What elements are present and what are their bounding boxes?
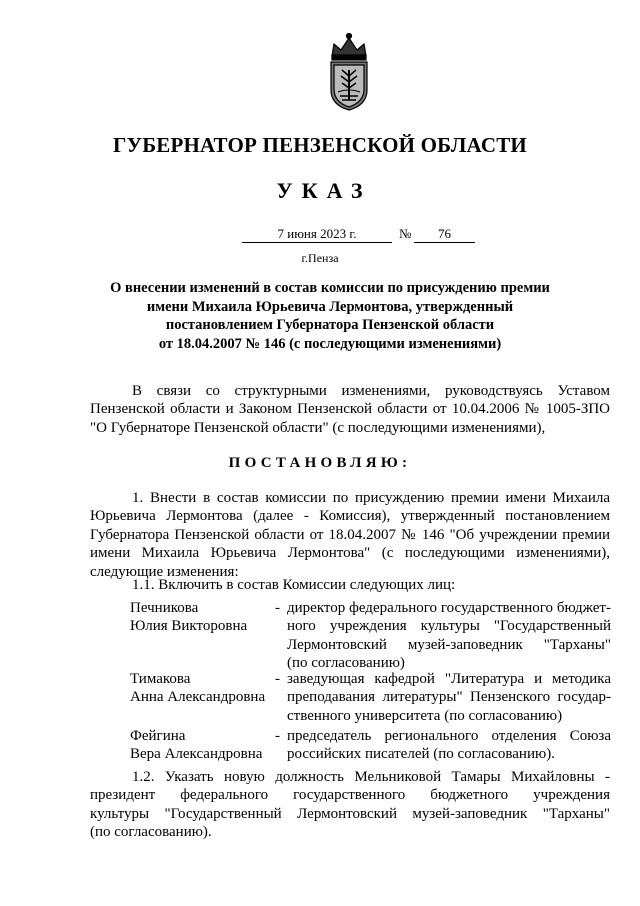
- item-1: [90, 489, 610, 581]
- person-name: [130, 727, 280, 764]
- date-number-line: [0, 226, 640, 244]
- role-line: преподавания литературы" Пензенского государ-: [287, 689, 611, 706]
- person-role: [287, 670, 611, 725]
- person-surname: Фейгина: [130, 728, 186, 744]
- item-1-line: Губернатора Пензенской области от 18.04.2007 № 146 "Об учреждении премии: [90, 526, 610, 543]
- item-1-line: следующие изменения:: [90, 563, 239, 580]
- person-surname: Печникова: [130, 600, 199, 616]
- coat-of-arms-icon: [322, 30, 376, 112]
- item-1-1: 1.1. Включить в состав Комиссии следующих лиц:: [132, 577, 456, 593]
- person-given-name: Юлия Викторовна: [130, 618, 248, 635]
- dash: -: [275, 671, 280, 687]
- item-1-line: 1. Внести в состав комиссии по присуждению премии имени Михаила: [132, 490, 610, 506]
- subject-line: О внесении изменений в состав комиссии по присуждению премии: [110, 280, 550, 296]
- role-line: ственного университета (по согласованию): [287, 707, 563, 724]
- decree-subject: [80, 279, 580, 353]
- role-line: Лермонтовский музей-заповедник "Тарханы": [287, 636, 611, 653]
- person-name: [130, 670, 280, 707]
- decree-word: ПОСТАНОВЛЯЮ:: [228, 455, 412, 471]
- role-line: российских писателей (по согласованию).: [287, 746, 555, 763]
- preamble-line: "О Губернаторе Пензенской области" (с последующими изменениями),: [90, 419, 546, 436]
- item-1-2-line: культуры "Государственный Лермонтовский музей-заповедник "Тарханы": [90, 805, 610, 822]
- item-1-line: имени Михаила Юрьевича Лермонтова" (с последующими изменениями),: [90, 545, 610, 562]
- subject-line: постановлением Губернатора Пензенской области: [165, 317, 495, 333]
- item-1-2-line: президент федерального государственного бюджетного учреждения: [90, 787, 610, 804]
- person-name: [130, 599, 280, 636]
- item-1-2-line: 1.2. Указать новую должность Мельниковой Тамары Михайловны -: [132, 769, 610, 785]
- city: г.Пенза: [301, 251, 339, 265]
- preamble-line: В связи со структурными изменениями, руководствуясь Уставом: [132, 383, 610, 399]
- role-line: председатель регионального отделения Союза: [287, 728, 611, 744]
- number-sign: №: [399, 226, 412, 241]
- issuer-title: ГУБЕРНАТОР ПЕНЗЕНСКОЙ ОБЛАСТИ: [113, 133, 527, 157]
- person-role: [287, 727, 611, 764]
- dash: -: [275, 600, 280, 616]
- role-line: заведующая кафедрой "Литература и методика: [287, 671, 611, 687]
- role-line: (по согласованию): [287, 655, 405, 672]
- item-1-2: [90, 768, 610, 842]
- subject-line: от 18.04.2007 № 146 (с последующими изменениями): [158, 335, 502, 352]
- item-1-2-line: (по согласованию).: [90, 824, 212, 841]
- person-role: [287, 599, 611, 673]
- person-given-name: Анна Александровна: [130, 689, 266, 706]
- decree-number: 76: [414, 226, 475, 243]
- person-given-name: Вера Александровна: [130, 746, 263, 763]
- person-surname: Тимакова: [130, 671, 191, 687]
- preamble-line: Пензенской области и Законом Пензенской области от 10.04.2006 № 1005-ЗПО: [90, 401, 610, 418]
- dash: -: [275, 728, 280, 744]
- decree-date: 7 июня 2023 г.: [242, 226, 392, 243]
- role-line: директор федерального государственного бюджет-: [287, 600, 611, 616]
- item-1-line: Юрьевича Лермонтова (далее - Комиссия), утвержденный постановлением: [90, 508, 610, 525]
- subject-line: имени Михаила Юрьевича Лермонтова, утвержденный: [146, 298, 514, 315]
- document-type: УКАЗ: [276, 178, 372, 203]
- role-line: ного учреждения культуры "Государственный: [287, 618, 611, 635]
- preamble: [90, 382, 610, 437]
